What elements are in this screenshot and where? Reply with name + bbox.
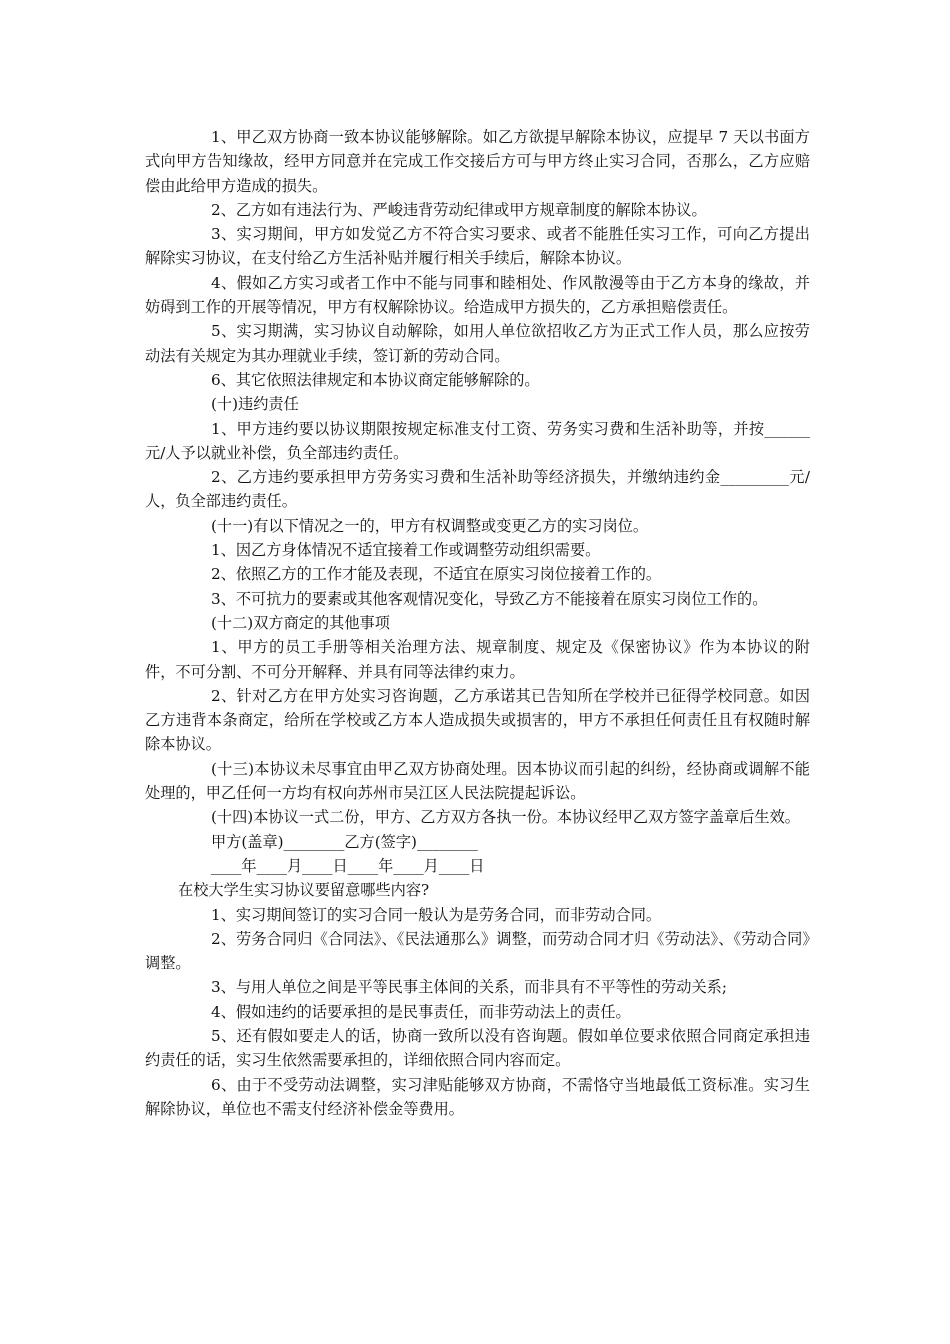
paragraph: 3、与用人单位之间是平等民事主体间的关系，而非具有不平等性的劳动关系; (211, 978, 727, 997)
paragraph: 6、由于不受劳动法调整，实习津贴能够双方协商，不需恪守当地最低工资标准。实习生解除协议，单位也不需支付经济补偿金等费用。 (145, 1075, 810, 1118)
paragraph: 3、实习期间，甲方如发觉乙方不符合实习要求、或者不能胜任实习工作，可向乙方提出解除实习协议，在支付给乙方生活补贴并履行相关手续后，解除本协议。 (145, 225, 810, 268)
section-heading: (十一)有以下情况之一的，甲方有权调整或变更乙方的实习岗位。 (211, 516, 649, 535)
section-heading: (十)违约责任 (211, 395, 299, 414)
paragraph: 1、甲方违约要以协议期限按规定标准支付工资、劳务实习费和生活补助等，并按______元/人予以就业补偿，负全部违约责任。 (145, 419, 810, 462)
paragraph: 1、甲乙双方协商一致本协议能够解除。如乙方欲提早解除本协议，应提早 7 天以书面方式向甲方告知缘故，经甲方同意并在完成工作交接后方可与甲方终止实习合同，否那么，乙方应赔偿由此给甲方造成的损失。 (145, 128, 810, 195)
paragraph: 2、依照乙方的工作才能及表现，不适宜在原实习岗位接着工作的。 (211, 565, 662, 584)
paragraph: 3、不可抗力的要素或其他客观情况变化，导致乙方不能接着在原实习岗位工作的。 (211, 589, 768, 608)
paragraph: 2、针对乙方在甲方处实习咨询题，乙方承诺其已告知所在学校并已征得学校同意。如因乙方违背本条商定，给所在学校或乙方本人造成损失或损害的，甲方不承担任何责任且有权随时解除本协议。 (145, 686, 810, 754)
paragraph: 5、还有假如要走人的话，协商一致所以没有咨询题。假如单位要求依照合同商定承担违约责任的话，实习生依然需要承担的，详细依照合同内容而定。 (145, 1026, 810, 1070)
signature-line: 甲方(盖章)________乙方(签字)________ (211, 832, 478, 851)
paragraph: (十三)本协议未尽事宜由甲乙双方协商处理。因本协议而引起的纠纷，经协商或调解不能处理的，甲乙任何一方均有权向苏州市吴江区人民法院提起诉讼。 (145, 759, 810, 803)
paragraph: 1、甲方的员工手册等相关治理方法、规章制度、规定及《保密协议》作为本协议的附件，不可分割、不可分开解释、并具有同等法律约束力。 (145, 638, 810, 681)
paragraph: 2、劳务合同归《合同法》、《民法通那么》调整，而劳动合同才归《劳动法》、《劳动合同》调整。 (145, 929, 810, 973)
date-line: ____年____月____日____年____月____日 (211, 856, 485, 875)
subsection-title: 在校大学生实习协议要留意哪些内容? (178, 881, 430, 900)
paragraph: 5、实习期满，实习协议自动解除，如用人单位欲招收乙方为正式工作人员，那么应按劳动法有关规定为其办理就业手续，签订新的劳动合同。 (145, 322, 810, 365)
paragraph: 4、假如乙方实习或者工作中不能与同事和睦相处、作风散漫等由于乙方本身的缘故，并妨碍到工作的开展等情况，甲方有权解除协议。给造成甲方损失的，乙方承担赔偿责任。 (145, 273, 810, 317)
paragraph: 2、乙方违约要承担甲方劳务实习费和生活补助等经济损失，并缴纳违约金_________元/人，负全部违约责任。 (145, 468, 810, 511)
paragraph: 4、假如违约的话要承担的是民事责任，而非劳动法上的责任。 (211, 1002, 631, 1021)
paragraph: 1、因乙方身体情况不适宜接着工作或调整劳动组织需要。 (211, 541, 601, 560)
paragraph: (十四)本协议一式二份，甲方、乙方双方各执一份。本协议经甲乙双方签字盖章后生效。 (211, 808, 800, 827)
paragraph: 2、乙方如有违法行为、严峻违背劳动纪律或甲方规章制度的解除本协议。 (211, 200, 707, 219)
paragraph: 6、其它依照法律规定和本协议商定能够解除的。 (211, 370, 540, 389)
paragraph: 1、实习期间签订的实习合同一般认为是劳务合同，而非劳动合同。 (211, 905, 662, 924)
section-heading: (十二)双方商定的其他事项 (211, 613, 390, 632)
document-body (145, 125, 810, 1121)
